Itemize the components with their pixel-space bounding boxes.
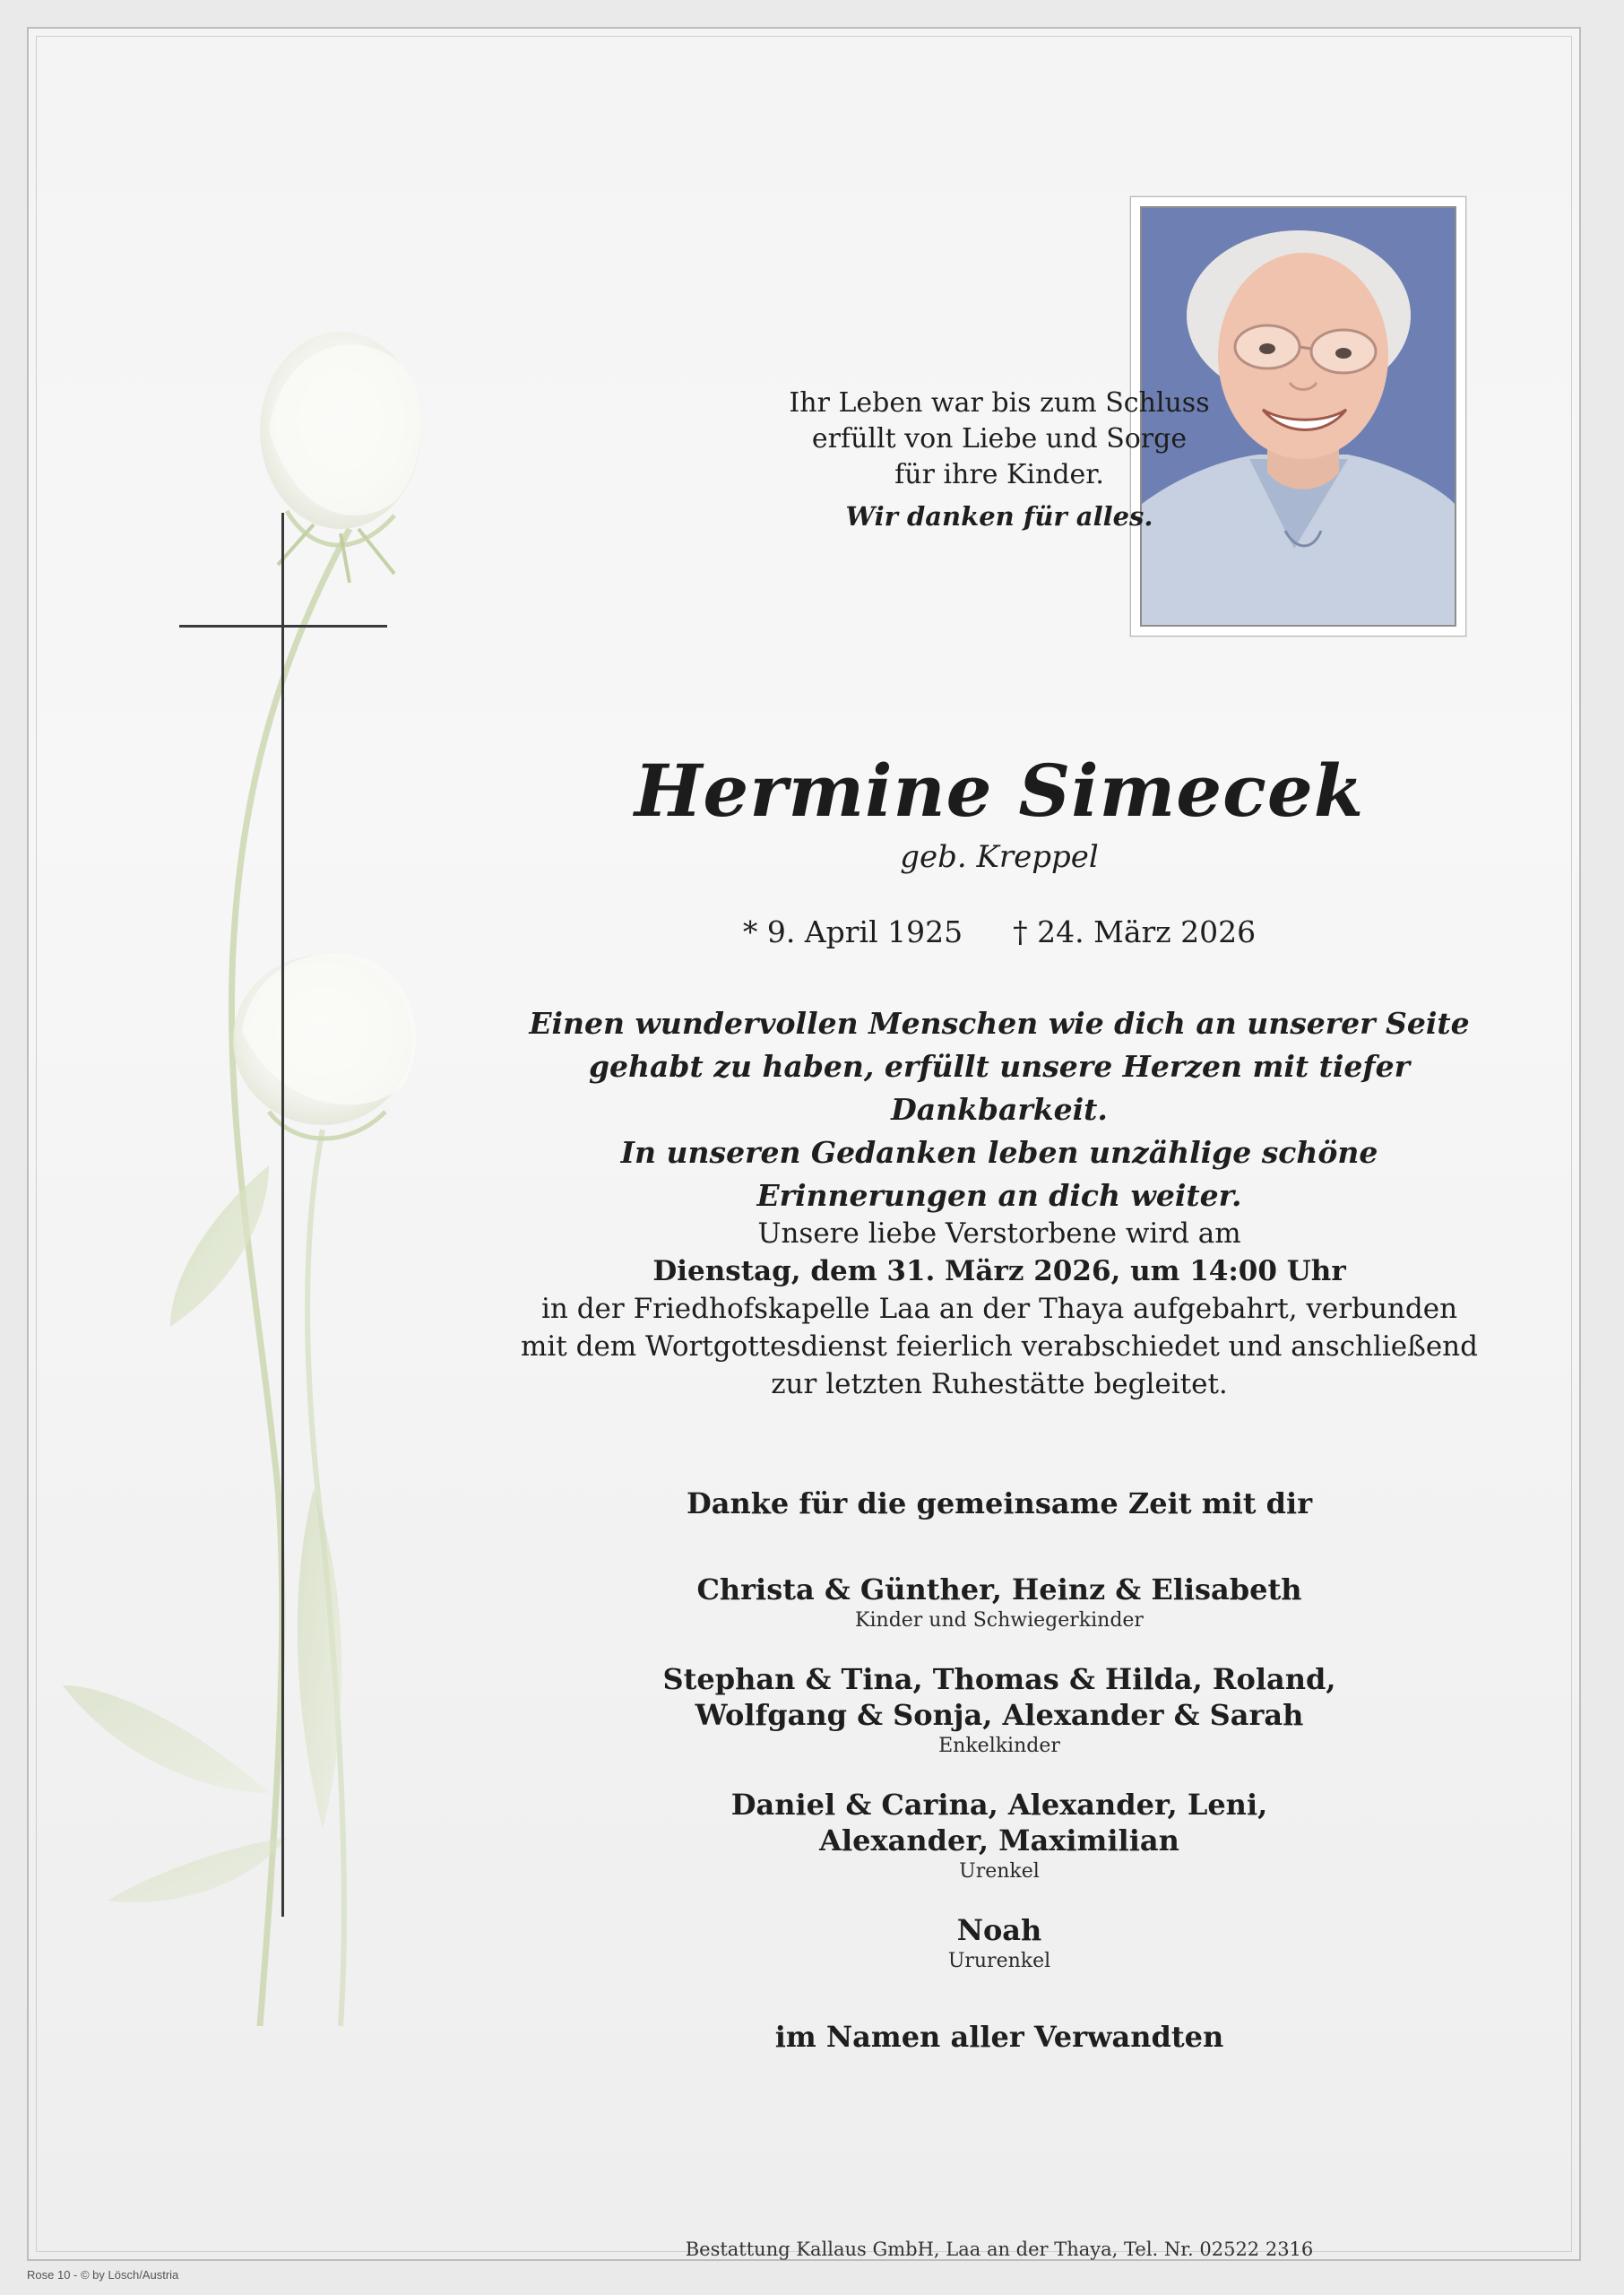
notice-line-3: in der Friedhofskapelle Laa an der Thaya aufgebahrt, verbunden: [540, 1293, 1458, 1325]
opening-quote: [484, 385, 1515, 534]
verse-line-4: Erinnerungen an dich weiter.: [756, 1178, 1242, 1213]
cross-vertical-bar: [281, 513, 284, 1917]
family-group-great-grandchildren: [484, 1787, 1515, 1885]
notice-line-1: Unsere liebe Verstorbene wird am: [757, 1217, 1241, 1250]
funeral-home-footer: Bestattung Kallaus GmbH, Laa an der Thaya, Tel. Nr. 02522 2316: [685, 2239, 1314, 2260]
memorial-verse: [484, 1002, 1515, 1217]
funeral-notice: [484, 1215, 1515, 1403]
family-relation: Kinder und Schwiegerkinder: [855, 1609, 1144, 1632]
cross-horizontal-bar: [179, 625, 387, 628]
notice-line-4: mit dem Wortgottesdienst feierlich verabschiedet und anschließend: [521, 1330, 1478, 1363]
death-date: † 24. März 2026: [1013, 914, 1257, 949]
family-names: Stephan & Tina, Thomas & Hilda, Roland,: [662, 1662, 1336, 1696]
closing-line: im Namen aller Verwandten: [774, 2020, 1224, 2054]
family-names: Wolfgang & Sonja, Alexander & Sarah: [695, 1698, 1304, 1732]
birth-date: * 9. April 1925: [742, 914, 963, 949]
birth-name: geb. Kreppel: [900, 839, 1099, 875]
family-relation: Enkelkinder: [938, 1735, 1060, 1757]
quote-line-1: Ihr Leben war bis zum Schluss: [789, 387, 1210, 419]
family-names: Noah: [956, 1913, 1042, 1947]
deceased-name: Hermine Simecek: [634, 749, 1365, 833]
notice-line-5: zur letzten Ruhestätte begleitet.: [771, 1368, 1228, 1400]
family-group-great-great-grandchildren: [484, 1912, 1515, 1975]
family-names: Christa & Günther, Heinz & Elisabeth: [696, 1572, 1302, 1606]
verse-line-3: In unseren Gedanken leben unzählige schöne: [620, 1135, 1378, 1170]
life-dates: [484, 913, 1515, 952]
verse-line-1: Einen wundervollen Menschen wie dich an unserer Seite: [529, 1006, 1470, 1041]
design-credit: Rose 10 - © by Lösch/Austria: [27, 2268, 179, 2282]
family-group-grandchildren: [484, 1661, 1515, 1760]
quote-line-2: erfüllt von Liebe und Sorge: [811, 423, 1188, 455]
family-names: Daniel & Carina, Alexander, Leni,: [730, 1788, 1268, 1822]
quote-line-4: Wir danken für alles.: [845, 501, 1153, 532]
verse-line-2: gehabt zu haben, erfüllt unsere Herzen mit tiefer Dankbarkeit.: [588, 1049, 1410, 1127]
funeral-date-time: Dienstag, dem 31. März 2026, um 14:00 Uhr: [652, 1255, 1346, 1287]
family-group-children: [484, 1572, 1515, 1634]
thanks-line: Danke für die gemeinsame Zeit mit dir: [686, 1486, 1313, 1520]
family-relation: Ururenkel: [947, 1950, 1051, 1972]
family-relation: Urenkel: [959, 1860, 1040, 1883]
white-roses-illustration: [54, 323, 484, 2062]
quote-line-3: für ihre Kinder.: [894, 459, 1104, 490]
family-names: Alexander, Maximilian: [819, 1823, 1179, 1858]
